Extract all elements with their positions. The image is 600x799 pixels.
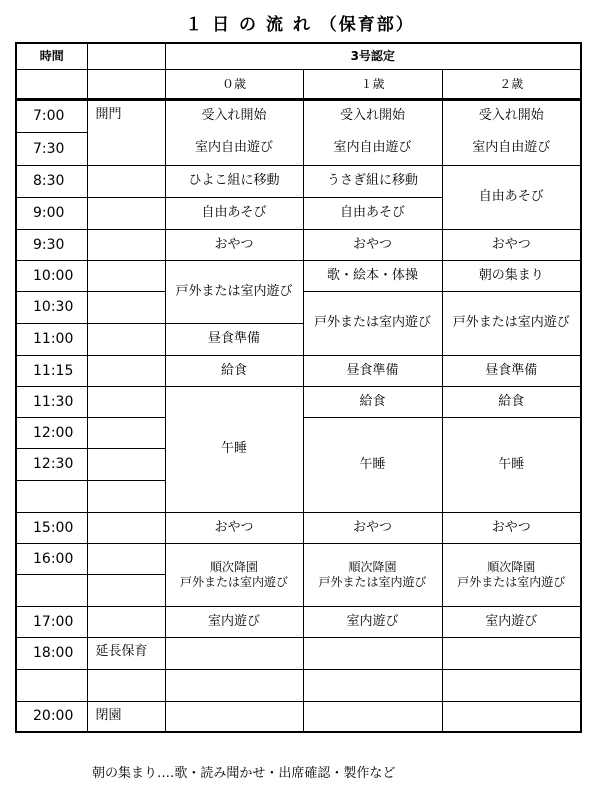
label-cell — [87, 197, 165, 229]
row-1115 — [16, 355, 581, 386]
cell-age2: 昼食準備 — [442, 355, 581, 386]
cell-age0 — [165, 637, 303, 669]
cell-age0: 給食 — [165, 355, 303, 386]
cell-age0: 戸外または室内遊び — [165, 260, 303, 323]
row-2000 — [16, 701, 581, 732]
header-age-row — [16, 69, 581, 99]
time-cell: 12:00 — [16, 417, 87, 448]
time-cell: 18:00 — [16, 637, 87, 669]
cell-age1 — [303, 543, 442, 606]
label-cell — [87, 417, 165, 448]
schedule-table — [15, 42, 582, 733]
cell-age2 — [442, 701, 581, 732]
cell-age2: おやつ — [442, 512, 581, 543]
footnote: 朝の集まり‥‥歌・読み聞かせ・出席確認・製作など — [92, 766, 396, 781]
cell-age1: 昼食準備 — [303, 355, 442, 386]
cell-age1: 自由あそび — [303, 197, 442, 229]
row-0830 — [16, 165, 581, 197]
label-cell — [87, 543, 165, 574]
label-cell — [87, 606, 165, 637]
cell-age1: 戸外または室内遊び — [303, 291, 442, 355]
cell-text-line1: 順次降園 — [348, 559, 397, 574]
cell-age2 — [442, 637, 581, 669]
cell-age1: 午睡 — [303, 417, 442, 512]
header-time: 時間 — [16, 43, 87, 69]
label-cell — [87, 448, 165, 480]
time-cell: 10:30 — [16, 291, 87, 323]
label-cell — [87, 291, 165, 323]
row-1500 — [16, 512, 581, 543]
cell-age1: 歌・絵本・体操 — [303, 260, 442, 291]
cell-age2 — [442, 669, 581, 701]
time-cell — [16, 480, 87, 512]
cell-age2: 自由あそび — [442, 165, 581, 229]
row-0930 — [16, 229, 581, 260]
time-cell: 11:30 — [16, 386, 87, 417]
cell-age0: 自由あそび — [165, 197, 303, 229]
time-cell: 7:30 — [16, 132, 87, 165]
cell-age1: 室内自由遊び — [303, 132, 442, 165]
cell-age2: 午睡 — [442, 417, 581, 512]
label-cell — [87, 669, 165, 701]
header-blank — [16, 69, 87, 99]
row-1800 — [16, 637, 581, 669]
cell-age1: 給食 — [303, 386, 442, 417]
cell-age0: ひよこ組に移動 — [165, 165, 303, 197]
cell-age1: 受入れ開始 — [303, 99, 442, 132]
header-age-1: １歳 — [303, 69, 442, 99]
time-cell: 11:15 — [16, 355, 87, 386]
time-cell: 8:30 — [16, 165, 87, 197]
cell-text-line2: 戸外または室内遊び — [318, 574, 427, 589]
label-cell — [87, 574, 165, 606]
time-cell: 9:30 — [16, 229, 87, 260]
label-cell: 延長保育 — [87, 637, 165, 669]
label-cell: 開門 — [87, 99, 165, 165]
cell-age0: 室内遊び — [165, 606, 303, 637]
row-1700 — [16, 606, 581, 637]
cell-age1 — [303, 669, 442, 701]
header-blank — [87, 69, 165, 99]
label-cell — [87, 386, 165, 417]
page-title: １ 日 の 流 れ （保育部） — [185, 15, 415, 35]
time-cell: 15:00 — [16, 512, 87, 543]
label-cell — [87, 355, 165, 386]
cell-age0: おやつ — [165, 229, 303, 260]
cell-age1 — [303, 637, 442, 669]
cell-age2: 室内自由遊び — [442, 132, 581, 165]
cell-text-line2: 戸外または室内遊び — [179, 574, 288, 589]
cell-age1: おやつ — [303, 229, 442, 260]
time-cell — [16, 574, 87, 606]
time-cell: 9:00 — [16, 197, 87, 229]
cell-age2: 受入れ開始 — [442, 99, 581, 132]
cell-age1: 室内遊び — [303, 606, 442, 637]
header-row — [16, 43, 581, 69]
time-cell: 12:30 — [16, 448, 87, 480]
cell-age2: おやつ — [442, 229, 581, 260]
label-cell — [87, 512, 165, 543]
cell-text-line2: 戸外または室内遊び — [457, 574, 566, 589]
cell-age0 — [165, 701, 303, 732]
cell-age1: おやつ — [303, 512, 442, 543]
cell-age2: 給食 — [442, 386, 581, 417]
label-cell — [87, 229, 165, 260]
cell-text-line1: 順次降園 — [209, 559, 258, 574]
cell-age0: 受入れ開始 — [165, 99, 303, 132]
label-cell — [87, 260, 165, 291]
header-age-2: ２歳 — [442, 69, 581, 99]
cell-age1: うさぎ組に移動 — [303, 165, 442, 197]
cell-age2: 室内遊び — [442, 606, 581, 637]
label-cell — [87, 165, 165, 197]
row-0700 — [16, 99, 581, 132]
header-blank — [87, 43, 165, 69]
cell-age0: 室内自由遊び — [165, 132, 303, 165]
cell-age1 — [303, 701, 442, 732]
row-blank — [16, 669, 581, 701]
time-cell: 10:00 — [16, 260, 87, 291]
time-cell: 20:00 — [16, 701, 87, 732]
cell-age2: 戸外または室内遊び — [442, 291, 581, 355]
cell-age2 — [442, 543, 581, 606]
header-category: 3号認定 — [165, 43, 581, 69]
label-cell: 閉園 — [87, 701, 165, 732]
cell-age0 — [165, 543, 303, 606]
cell-age0 — [165, 669, 303, 701]
cell-age0: 午睡 — [165, 386, 303, 512]
label-cell — [87, 323, 165, 355]
time-cell: 17:00 — [16, 606, 87, 637]
cell-text-line1: 順次降園 — [487, 559, 536, 574]
row-1600 — [16, 543, 581, 574]
cell-age0: おやつ — [165, 512, 303, 543]
time-cell: 7:00 — [16, 99, 87, 132]
time-cell — [16, 669, 87, 701]
label-cell — [87, 480, 165, 512]
header-age-0: ０歳 — [165, 69, 303, 99]
time-cell: 16:00 — [16, 543, 87, 574]
row-1000 — [16, 260, 581, 291]
cell-age2: 朝の集まり — [442, 260, 581, 291]
time-cell: 11:00 — [16, 323, 87, 355]
row-1130 — [16, 386, 581, 417]
cell-age0: 昼食準備 — [165, 323, 303, 355]
